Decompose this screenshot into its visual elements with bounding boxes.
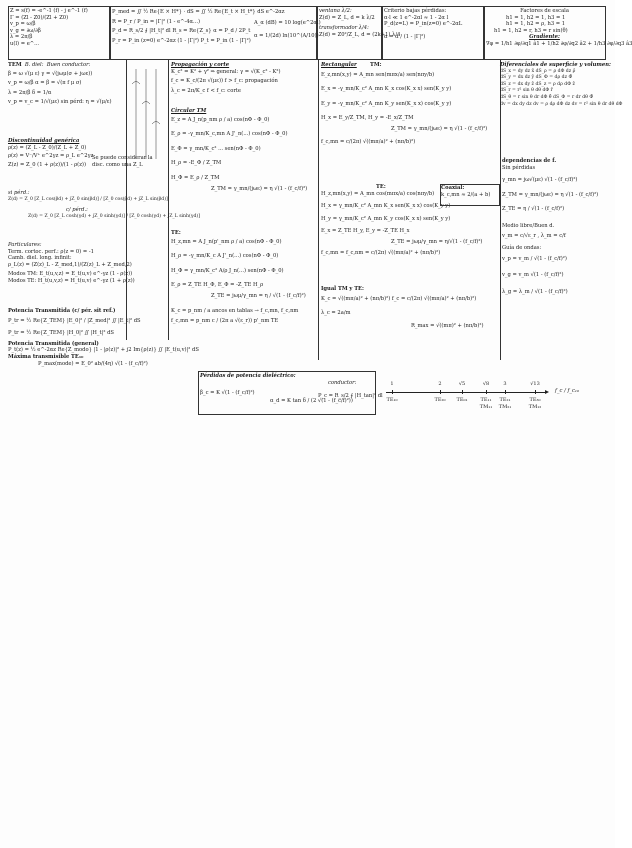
formula-line: v_g = ∂ω/∂β xyxy=(10,27,41,34)
formula-line: Modos TM: E_t(u,v,z) = E_t(u,v) e^-γz (1 - ρ(z)) xyxy=(8,271,133,278)
formula-line: Γ = (Zl - Z0)/(Zl + Z0) xyxy=(10,14,69,21)
axis-tick-mark xyxy=(392,390,393,394)
formula-line: R = P_r / P_in = |Γ|² (1 - e^-4α...) xyxy=(112,18,201,25)
formula-line: v_g = v_m √(1 - (f_c/f)²) xyxy=(502,272,564,279)
rectangular-tm-block xyxy=(321,62,499,182)
formula-line: u(l) = e^... xyxy=(10,40,40,47)
formula-line: v_p = v_m / √(1 - (f_c/f)²) xyxy=(502,255,567,262)
formula-line: α = α / (1 - |Γ|²) xyxy=(384,33,426,40)
formula-line: f_c,mn = f_c,nm = c/(2π) √((mπ/a)² + (nπ/b)²) xyxy=(321,249,441,256)
formula-line: Z(z) = Z_0 (1 + ρ(z))/(1 - ρ(z)) xyxy=(8,161,86,168)
formula-line: H_x = γ_mn/K_c² A_mn K_x sen(K_x x) cos(K_y y) xyxy=(321,203,451,210)
column-divider xyxy=(168,60,169,340)
axis-arrow-icon xyxy=(545,390,549,394)
formula-line: P_med = ∬ ½ Re{E × H*} · dS = ∬ ½ Re{E_t × H_t*} dS e^-2αz xyxy=(112,9,285,15)
axis-tick-label: √13 xyxy=(530,381,540,387)
formula-line: E_ρ = -γ_mn/K_c,mn A J'_n(...) cos(nΦ - Φ_0) xyxy=(171,131,288,138)
formula-line: P_t(z) = ½ e^-2αz Re{Z_modo} |1 - |ρ(z)|² + j2 Im{ρ(z)} ∬ |E_t(u,v)|² dS xyxy=(8,347,199,354)
section-title: Gradiente: xyxy=(529,34,560,41)
column-divider xyxy=(318,60,319,360)
section-title: Criterio bajas pérdidas: xyxy=(384,8,447,14)
section-subtitle: TM: xyxy=(369,62,382,68)
mode-label: TE₂₁ xyxy=(499,397,511,403)
differential-block xyxy=(500,62,623,142)
mode-axis-line xyxy=(386,392,546,393)
formula-line: λ = 2π/β δ = 1/α xyxy=(8,89,52,96)
formula-line: dS_z = dx dy ẑ dS_z = ρ dρ dΦ ẑ xyxy=(500,81,575,87)
section-title: TE: xyxy=(171,230,181,236)
formula-line: P_max(mode) = E_0² ab/(4η) √(1 - (f_c/f)²) xyxy=(38,360,148,367)
formula-line: E_y = -γ_mn/K_c² A_mn K_y sen(K_x x) cos(K_y y) xyxy=(321,100,452,107)
formula-line: k_c,mn ≈ 2/(a + b) xyxy=(441,191,491,198)
note-line: Se puede considerar la xyxy=(92,155,153,161)
section-title: conductor: xyxy=(328,380,357,386)
section-title: c/ pérd.: xyxy=(66,207,88,214)
formula-line: E_z,mn(x,y) = A_mn sen(mπx/a) sen(nπy/b) xyxy=(321,71,435,78)
formula-line: ρ(z) = (Z_L - Z_0)/(Z_L + Z_0) xyxy=(8,144,87,151)
formula-line: P_tr = ½ Re{Z_TEM} |H_0|² ∬ |H_t|² dS xyxy=(8,330,114,337)
propagation-block xyxy=(171,62,317,102)
impedance-line: Z_TE = jωμ/γ_mn = η/√(1 - (f_c/f)²) xyxy=(391,238,483,245)
axis-tick-mark xyxy=(505,390,506,394)
formula-line: Z(d) = Z_L, d = k λ/2 xyxy=(319,14,375,21)
formula-line: v_p = v_c = 1/√(με) sin pérd: η = √(μ/ε) xyxy=(8,99,112,106)
mode-label: TE₀₁ xyxy=(456,397,468,403)
axis-tick-label: 3 xyxy=(503,381,507,387)
formula-line: Z = s(f) = -e^-1 (f) - j e^-1 (f) xyxy=(10,8,88,14)
formula-line: α_d = K tan δ / (2 √(1 - (f_c/f)²)) xyxy=(270,398,353,405)
formula-line: E_z = A J_n(p_nm ρ / a) cos(nΦ - Φ_0) xyxy=(171,116,270,123)
formula-line: Z(d) = Z_0 [Z_L cosh(γd) + jZ_0 sinh(γd)] / [Z_0 cosh(γd) + jZ_L sinh(γd)] xyxy=(28,213,201,219)
axis-tick-mark xyxy=(462,390,463,394)
section-title: Guía de ondas: xyxy=(502,245,542,252)
tem-block xyxy=(8,62,124,132)
mode-label: TM₁₁ xyxy=(479,404,493,410)
formula-line: Term. cortoc. perf.: ρ(z = 0) = -1 xyxy=(8,248,94,255)
formula-line: v_m = c/√ε_r , λ_m = c/f xyxy=(502,232,566,239)
equal-tm-te-block xyxy=(321,286,499,342)
formula-line: Z(d) = Z_0 [Z_L cos(βd) + jZ_0 sin(βd)] / [Z_0 cos(βd) + jZ_L sin(βd)] xyxy=(8,196,168,202)
formula-line: λ_g = λ_m / √(1 - (f_c/f)²) xyxy=(502,288,568,295)
formula-line: Modos TE: H_t(u,v,z) = H_t(u,v) e^-γz (1 + ρ(z)) xyxy=(8,277,135,284)
axis-tick-label: √5 xyxy=(458,381,466,387)
formula-line: E_x = Z_TE H_y, E_y = -Z_TE H_x xyxy=(321,228,410,235)
axis-tick-label: 1 xyxy=(390,381,394,387)
formula-line: H_z,mn(x,y) = A_mn cos(mπx/a) cos(nπy/b) xyxy=(321,190,435,197)
formula-line: Z_TM = γ_mn/(jωε) = η √(1 - (f_c/f)²) xyxy=(502,191,599,198)
section-title: Discontinuidad genérica xyxy=(8,138,80,144)
formula-line: K_c = √((mπ/a)² + (nπ/b)²) f_c = c/(2π) √((mπ/a)² + (nπ/b)²) xyxy=(321,295,477,302)
scale-factors-block xyxy=(486,8,632,56)
formula-line: β_c = K √(1 - (f_c/f)²) xyxy=(200,389,255,396)
section-subtitle: Buen conductor: xyxy=(46,62,91,68)
transmitted-block xyxy=(8,308,198,378)
formula-line: dS_r = r² sin θ dθ dΦ r̂ xyxy=(500,88,553,94)
section-subtitle: B. diel: xyxy=(24,62,44,68)
section-title: Igual TM y TE: xyxy=(321,286,364,292)
formula-line: λ = 2π/β xyxy=(10,34,33,41)
formula-line: P_tr = ½ Re{Z_TEM} |E_0|² / |Z_med|² ∬ |E_t|² dS xyxy=(8,317,141,324)
formula-line: dv = dx dy dz dv = ρ dρ dΦ dz dv = r² sin θ dr dθ dΦ xyxy=(500,101,623,107)
particular-block xyxy=(8,242,168,302)
formula-line: dS_y = dx dz ŷ dS_Φ = dρ dz Φ̂ xyxy=(500,75,573,81)
formula-line: H_y = γ_mn/K_c² A_mn K_y cos(K_x x) sen(K_y y) xyxy=(321,215,451,222)
section-title: transformador λ/4: xyxy=(319,25,369,32)
formula-line: λ_c = 2π/K_c f < f_c: corte xyxy=(171,87,241,94)
mode-label: TM₁₂ xyxy=(528,404,542,410)
formula-line: E_x = -γ_mn/K_c² A_mn K_x cos(K_x x) sen(K_y y) xyxy=(321,86,452,93)
formula-line: H_Φ = γ_mn/K_c² A/ρ J_n(...) sen(nΦ - Φ_0) xyxy=(171,267,284,274)
formula-line: f_c,mn = p_nm c / (2π a √(ε_r)) p'_nm TE xyxy=(171,318,279,325)
dependence-block xyxy=(502,158,612,358)
formula-line: h1 = 1, h2 = 1, h3 = 1 xyxy=(506,14,566,21)
formula-line: H_z,mn = A J_n(p'_nm ρ / a) cos(nΦ - Φ_0) xyxy=(171,238,282,245)
mode-label: TE₂₀ xyxy=(434,397,446,403)
section-title: Rectangular xyxy=(321,62,357,68)
section-title: Coaxial: xyxy=(441,185,465,191)
formula-line: R_max = √((mπ)² + (nπ/b)²) xyxy=(411,322,484,329)
formula-line: P_d = R_s/2 ∮ |H_t|² dl R_s = Re{Z_s} α = P_d / 2P_t xyxy=(112,28,251,35)
mode-label: TM₂₁ xyxy=(498,404,512,410)
formula-line: v_p = ω/β xyxy=(10,21,36,28)
impedance-line: Z_TM = γ_mn/(jωε) = η √(1 - (f_c/f)²) xyxy=(391,125,488,132)
impedance-line: Z_TE = jωμ/γ_mn = η / √(1 - (f_c/f)²) xyxy=(211,292,306,299)
section-title: Circular TM xyxy=(171,108,207,114)
formula-line: ρ_L(z) = (Z(z)_L - Z_med,1)/(Z(z)_L + Z_med,2) xyxy=(8,261,132,268)
formula-line: h1 = 1, h2 = r, h3 = r sin(θ) xyxy=(494,27,568,34)
note-line: disc. como una Z_L xyxy=(92,161,143,168)
section-title: Medio libre/Buen d. xyxy=(502,222,555,229)
mode-label: TE₃₀ xyxy=(529,397,541,403)
formula-line: f_c = K_c/(2π √(με)) f > f_c: propagación xyxy=(171,78,278,85)
axis-label: f_c / f_c₁₀ xyxy=(555,388,580,394)
mode-label: TE₁₁ xyxy=(480,397,492,403)
axis-tick-mark xyxy=(440,390,441,394)
section-title: si pérd.: xyxy=(8,190,30,196)
section-title: Propagación y corte xyxy=(171,62,230,68)
formula-line: h1 = 1, h2 = ρ, h3 = 1 xyxy=(506,21,566,28)
power-flow-block xyxy=(112,9,285,57)
section-title: Diferenciales de superficie y volumen: xyxy=(500,62,611,68)
formula-line: Z(d) = Z0²/Z_L, d = (2k+1) λ/4 xyxy=(319,31,401,38)
formula-line: H_ρ = -γ_mn/K_c A J'_n(...) cos(nΦ - Φ_0) xyxy=(171,253,279,260)
formula-line: ∇φ = 1/h1 ∂φ/∂q1 â1 + 1/h2 ∂φ/∂q2 â2 + 1/h3 ∂φ/∂q3 â3 xyxy=(486,40,632,47)
section-subtitle: Sin pérdidas xyxy=(502,164,536,171)
conductor-loss-block xyxy=(318,380,382,410)
section-title: Potencia Transmitida (general) xyxy=(8,340,99,347)
formula-line: v_p = ω/β α = β = √(π f μ σ) xyxy=(8,80,82,87)
formula-line: β = ω √(μ ε) γ = √(jωμ(σ + jωε)) xyxy=(8,70,93,77)
formula-line: α = 1/(2d) ln(10^(A/10)) xyxy=(254,32,319,39)
section-title: Particulares: xyxy=(8,242,42,248)
formula-line: H_ρ = -E_Φ / Z_TM xyxy=(171,160,222,167)
section-title: Potencia Transmitida (c/ pér. sit ref.) xyxy=(8,308,116,314)
section-title: TE: xyxy=(376,184,386,190)
formula-line: H_x = E_y/Z_TM, H_y = -E_x/Z_TM xyxy=(321,115,414,122)
coaxial-block xyxy=(440,184,500,206)
circular-tm-block xyxy=(171,108,317,228)
discontinuity-note xyxy=(92,155,167,171)
formula-line: P_d(z=L) = P_in(z=0) e^-2αL xyxy=(384,21,463,28)
section-title: ventana λ/2: xyxy=(319,8,352,14)
formula-line: H_Φ = E_ρ / Z_TM xyxy=(171,174,220,181)
circular-te-block xyxy=(171,230,317,370)
formula-line: λ_c = 2a/m xyxy=(321,310,351,317)
formula-line: γ_mn = jω√(με) √(1 - (f_c/f)²) xyxy=(502,177,578,184)
axis-tick-label: 2 xyxy=(438,381,442,387)
formula-line: dS_θ = r sin θ dr dΦ θ̂ dS_Φ = r dr dθ Φ̂ xyxy=(500,94,594,100)
formula-line: A_α (dB) = 10 log(e^2αl) xyxy=(254,20,321,26)
section-title: TEM xyxy=(8,62,22,68)
formula-line: P_c = R_s/2 ∮ |H_tan|² dl xyxy=(318,392,383,399)
low-loss-block xyxy=(384,8,481,56)
axis-tick-mark xyxy=(486,390,487,394)
axis-tick-mark xyxy=(535,390,536,394)
formula-line: α·l ≪ 1 e^-2αl ≈ 1 - 2α l xyxy=(384,14,449,21)
formula-line: f_c,mn = c/(2π) √((mπ/a)² + (nπ/b)²) xyxy=(321,138,416,145)
section-title: Máxima transmisible TE₁₀ xyxy=(8,353,84,360)
formula-line: P_r = P_in (z=0) e^-2αz (1 - |Γ|²) P_t = P_in (1 - |Γ|²) xyxy=(112,37,251,44)
formula-line: K_c = p_nm / a ancos en tablas → f_c,mn, f_c,nm xyxy=(171,307,299,314)
formula-line: E_Φ = γ_mn/K_c² ... sen(nΦ - Φ_0) xyxy=(171,145,261,152)
formula-line: dS_x = dy dz x̂ dS_ρ = ρ dΦ dz ρ̂ xyxy=(500,68,576,74)
formula-line: Camb. diel. long. infinit: xyxy=(8,255,72,262)
axis-tick-label: √8 xyxy=(482,381,490,387)
formula-line: ρ(z) = V⁻/V⁺ e^2γz = ρ_L e^2γz xyxy=(8,153,94,160)
formula-line: E_ρ = Z_TE H_Φ, E_Φ = -Z_TE H_ρ xyxy=(171,282,264,289)
window-transformer-block xyxy=(319,8,401,56)
section-title: Factores de escala xyxy=(520,8,569,14)
top-left-formulas xyxy=(10,8,106,56)
impedance-line: Z_TM = γ_mn/(jωε) = η √(1 - (f_c/f)²) xyxy=(211,185,308,192)
mode-label: TE₁₀ xyxy=(386,397,398,403)
section-title: Pérdidas de potencia dieléctrico: xyxy=(200,373,296,379)
formula-line: K_c² = K² + γ² ⇒ general: γ = √(K_c² - K²) xyxy=(171,68,281,75)
formula-line: Z_TE = η / √(1 - (f_c/f)²) xyxy=(502,206,565,213)
section-title: dependencias de f. xyxy=(502,158,557,164)
attenuation-block xyxy=(254,20,321,50)
